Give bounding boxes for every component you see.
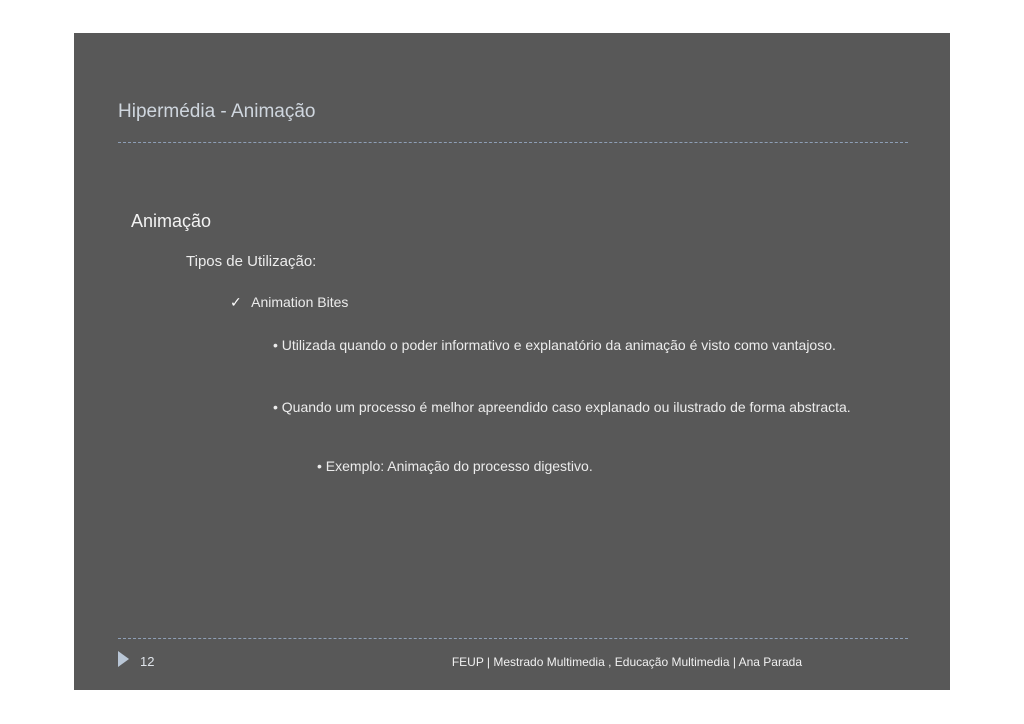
footer-divider <box>118 638 908 639</box>
play-arrow-icon <box>118 651 129 667</box>
bullet-paragraph: • Utilizada quando o poder informativo e explanatório da animação é visto como vantajoso. <box>273 337 836 353</box>
footer-credit: FEUP | Mestrado Multimedia , Educação Multimedia | Ana Parada <box>451 655 802 669</box>
page-number: 12 <box>140 654 155 669</box>
section-title: Animação <box>131 211 212 231</box>
slide-header-title: Hipermédia - Animação <box>118 101 316 122</box>
bullet-paragraph: • Quando um processo é melhor apreendido caso explanado ou ilustrado de forma abstracta. <box>273 399 851 415</box>
check-icon: ✓ <box>230 294 242 310</box>
slide <box>74 33 950 690</box>
check-list-item <box>230 294 348 311</box>
subtitle: Tipos de Utilização: <box>186 253 317 270</box>
check-item-label: Animation Bites <box>251 294 349 310</box>
example-bullet: • Exemplo: Animação do processo digestivo. <box>317 458 593 474</box>
header-divider <box>118 142 908 143</box>
